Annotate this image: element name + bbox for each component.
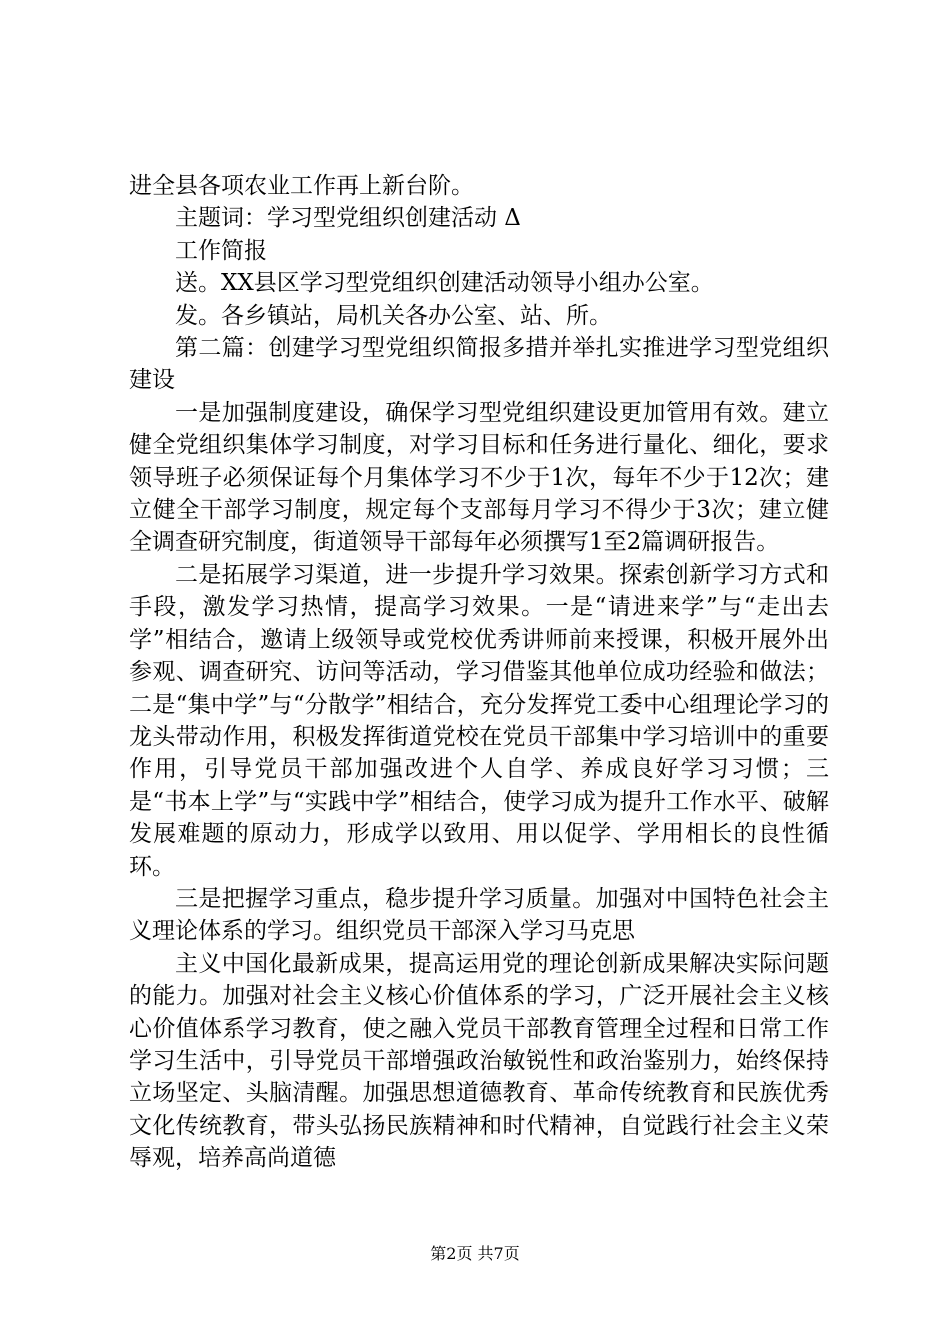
paragraph-subject-words: 主题词：学习型党组织创建活动 Δ — [175, 205, 521, 232]
paragraph-learning-focus: 三是把握学习重点，稳步提升学习质量。加强对中国特色社会主义理论体系的学习。组织党员干部深入学习马克思 — [129, 885, 829, 945]
paragraph-work-brief: 工作简报 — [175, 237, 267, 264]
paragraph-distribute-to: 发。各乡镇站，局机关各办公室、站、所。 — [175, 302, 612, 329]
paragraph-continuation: 进全县各项农业工作再上新台阶。 — [129, 173, 474, 199]
page-number-footer: 第2页 共7页 — [430, 1244, 520, 1263]
paragraph-learning-channels: 二是拓展学习渠道，进一步提升学习效果。探索创新学习方式和手段，激发学习热情，提高学习效果。一是“请进来学”与“走出去学”相结合，邀请上级领导或党校优秀讲师前来授课，积极开展外出参观、调查研究、访问等活动，学习借鉴其他单位成功经验和做法；二是“集中学”与“分散学”相结合，充分发挥党工委中心组理论学习的龙头带动作用，积极发挥街道党校在党员干部集中学习培训中的重要作用，引导党员干部加强改进个人自学、养成良好学习习惯；三是“书本上学”与“实践中学”相结合，使学习成为提升工作水平、破解发展难题的原动力，形成学以致用、用以促学、学用相长的良性循环。 — [129, 561, 829, 880]
document-body — [129, 170, 829, 1175]
paragraph-theory-study: 主义中国化最新成果，提高运用党的理论创新成果解决实际问题的能力。加强对社会主义核心价值体系的学习，广泛开展社会主义核心价值体系学习教育，使之融入党员干部教育管理全过程和日常工作学习生活中，引导党员干部增强政治敏锐性和政治鉴别力，始终保持立场坚定、头脑清醒。加强思想道德教育、革命传统教育和民族优秀文化传统教育，带头弘扬民族精神和时代精神，自觉践行社会主义荣辱观，培养高尚道德 — [129, 950, 829, 1172]
section-heading: 第二篇：创建学习型党组织简报多措并举扎实推进学习型党组织建设 — [129, 335, 829, 394]
paragraph-institution-building: 一是加强制度建设，确保学习型党组织建设更加管用有效。建立健全党组织集体学习制度，对学习目标和任务进行量化、细化，要求领导班子必须保证每个月集体学习不少于1次，每年不少于12次；建立健全干部学习制度，规定每个支部每月学习不得少于3次；建立健全调查研究制度，街道领导干部每年必须撰写1至2篇调研报告。 — [129, 399, 829, 556]
paragraph-send-to: 送。XX县区学习型党组织创建活动领导小组办公室。 — [175, 270, 714, 297]
